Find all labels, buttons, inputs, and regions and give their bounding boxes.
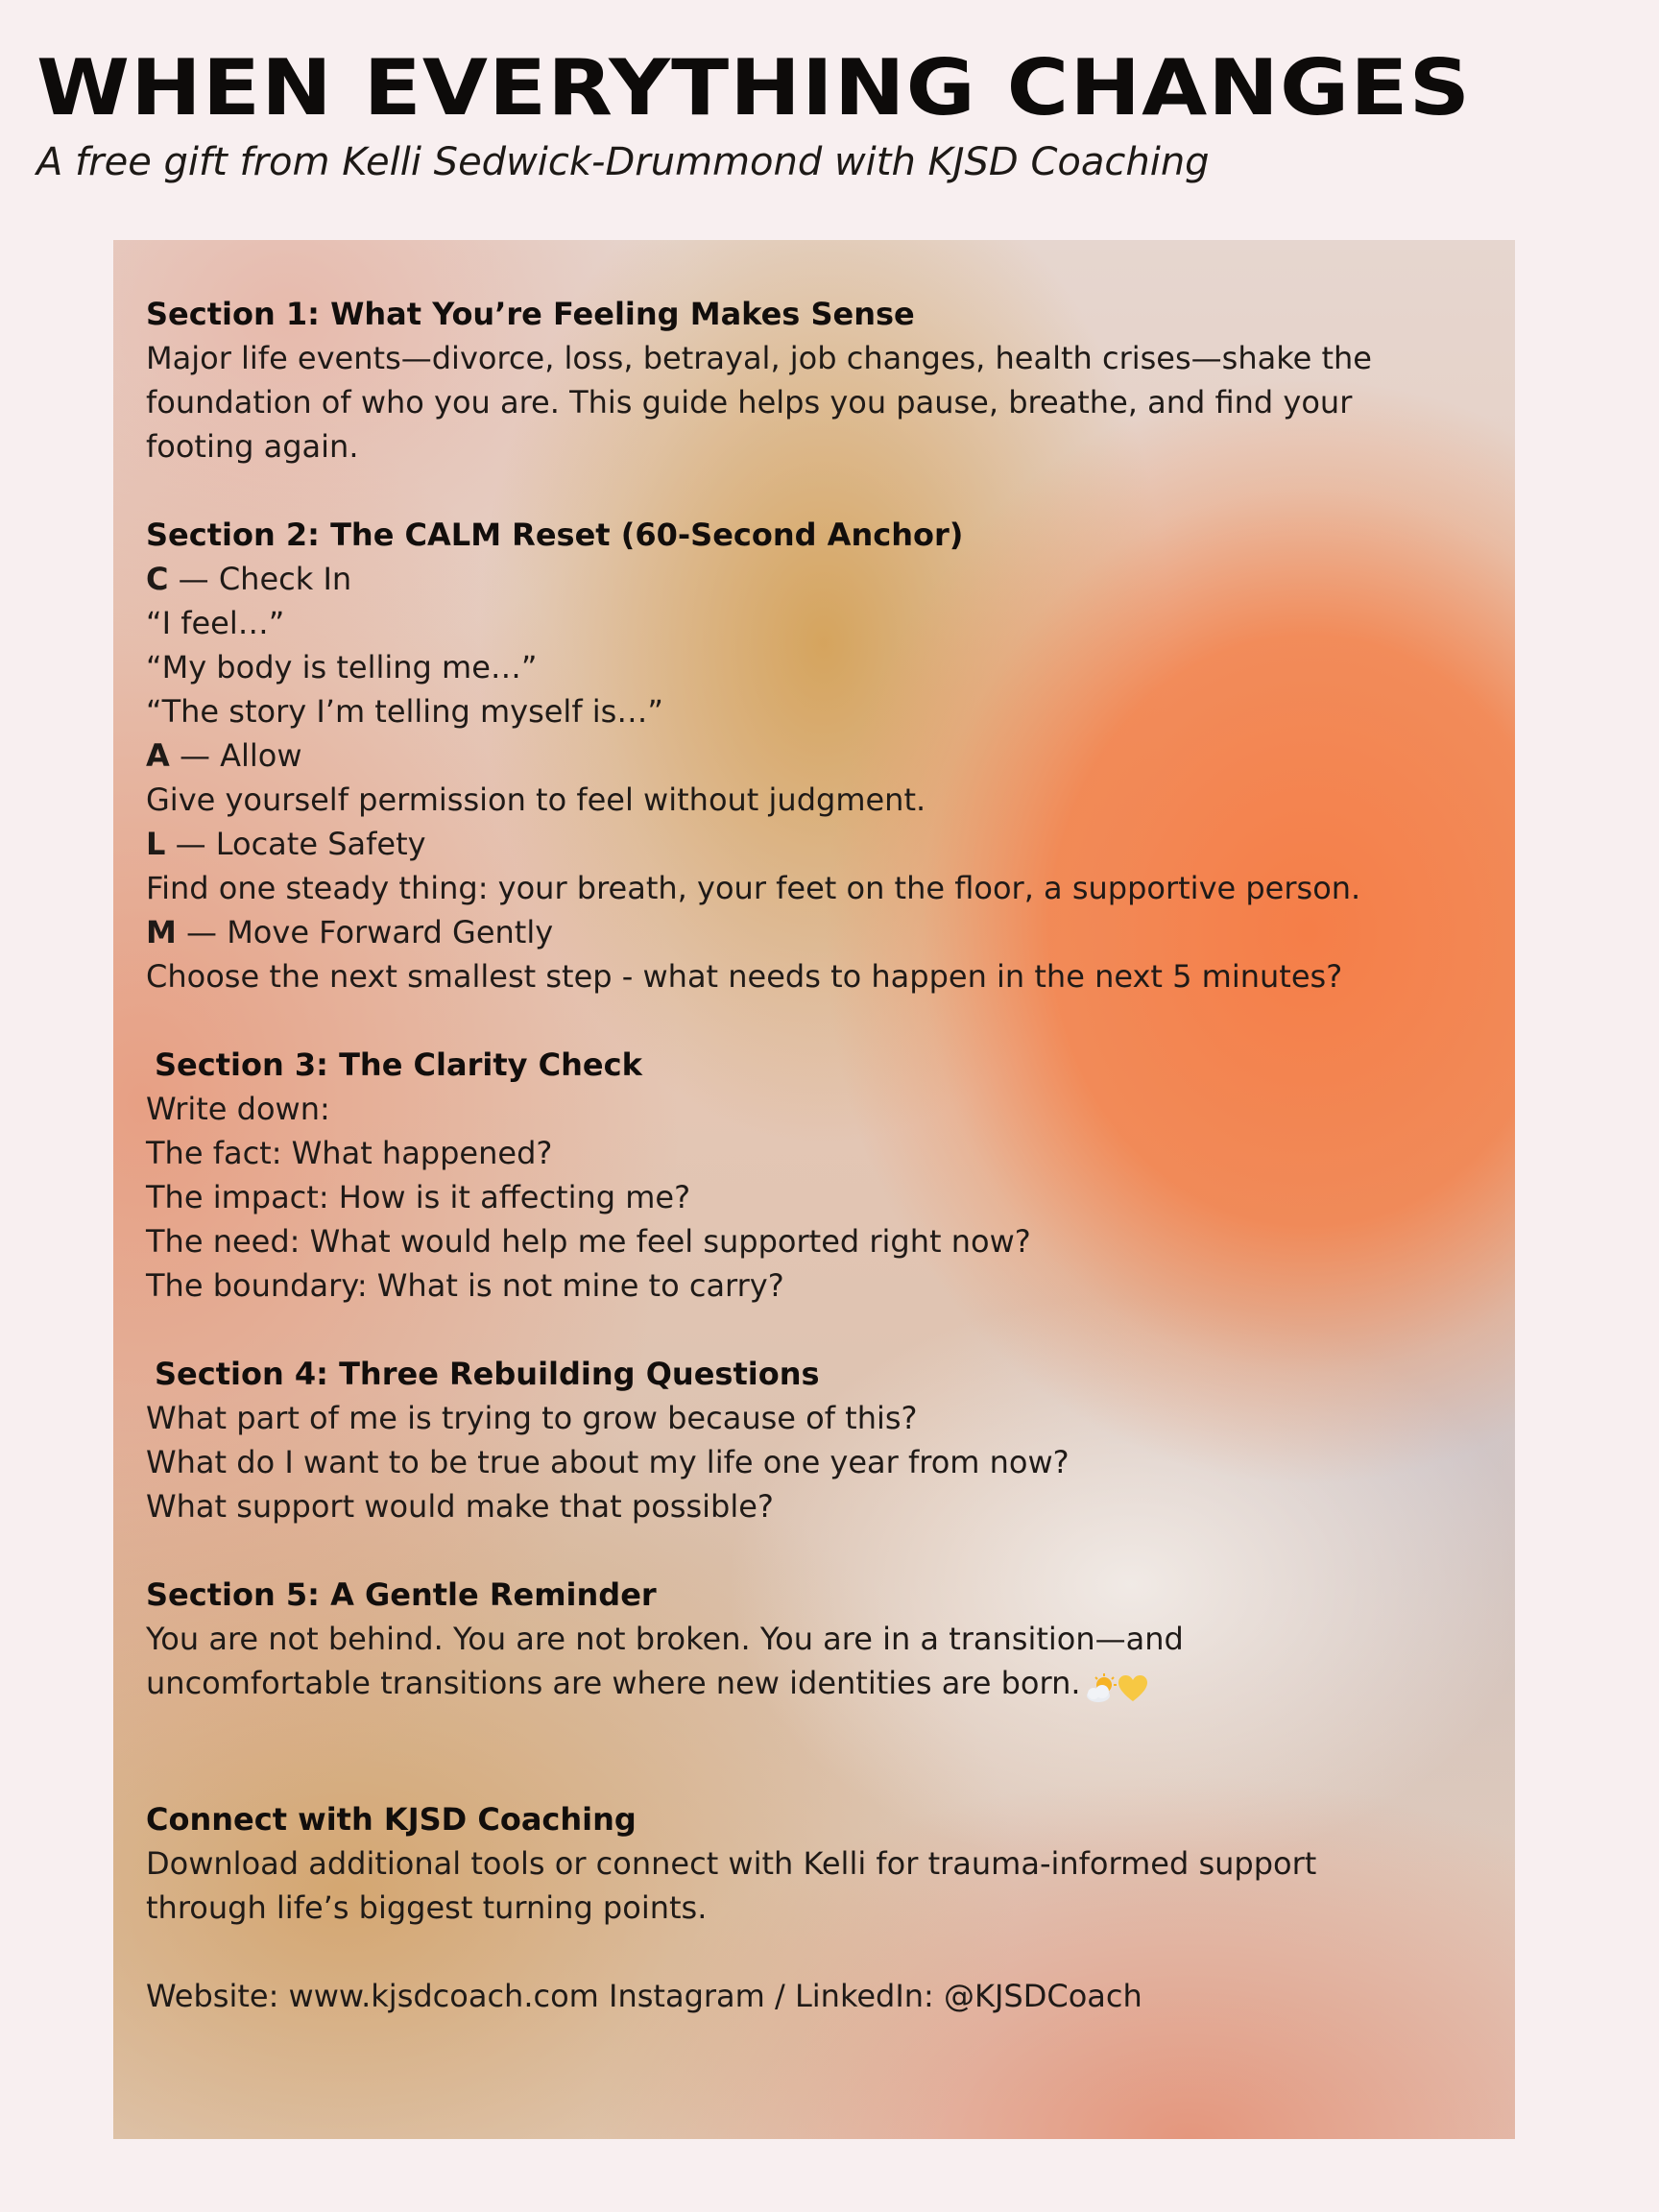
calm-letter-a: A xyxy=(146,737,170,774)
section-5-heading: Section 5: A Gentle Reminder xyxy=(146,1576,657,1613)
calm-c-row xyxy=(146,557,1490,601)
section-4-heading: Section 4: Three Rebuilding Questions xyxy=(155,1356,820,1392)
section-3-line: The impact: How is it affecting me? xyxy=(146,1179,691,1215)
reminder-emoji xyxy=(1085,1665,1148,1709)
section-4-line: What support would make that possible? xyxy=(146,1488,774,1525)
calm-a-label: — Allow xyxy=(169,737,302,774)
section-5-line-text: uncomfortable transitions are where new identities are born. xyxy=(146,1665,1081,1701)
section-3-line: Write down: xyxy=(146,1091,330,1127)
yellow-heart-icon xyxy=(1118,1674,1148,1703)
calm-l-row xyxy=(146,822,1490,866)
section-1-line: Major life events—divorce, loss, betrayal, job changes, health crises—shake the xyxy=(146,340,1372,376)
contact-line: Website: www.kjsdcoach.com Instagram / LinkedIn: @KJSDCoach xyxy=(146,1978,1142,2014)
calm-m-text: Choose the next smallest step - what needs to happen in the next 5 minutes? xyxy=(146,958,1343,995)
connect-line: through life’s biggest turning points. xyxy=(146,1889,708,1926)
calm-c-label: — Check In xyxy=(168,561,352,597)
page-subtitle: A free gift from Kelli Sedwick-Drummond with KJSD Coaching xyxy=(36,140,1210,184)
section-4-line: What do I want to be true about my life one year from now? xyxy=(146,1444,1070,1480)
calm-a-row xyxy=(146,733,1490,778)
connect-heading: Connect with KJSD Coaching xyxy=(146,1801,637,1838)
page-title: WHEN EVERYTHING CHANGES xyxy=(36,43,1472,132)
calm-c-prompt: “The story I’m telling myself is…” xyxy=(146,693,663,730)
calm-l-text: Find one steady thing: your breath, your feet on the floor, a supportive person. xyxy=(146,870,1361,906)
sun-behind-cloud-icon xyxy=(1085,1673,1118,1704)
section-1-line: foundation of who you are. This guide helps you pause, breathe, and find your xyxy=(146,384,1353,421)
section-2-heading: Section 2: The CALM Reset (60-Second Anchor) xyxy=(146,517,964,553)
section-3-line: The fact: What happened? xyxy=(146,1135,553,1171)
calm-letter-c: C xyxy=(146,561,169,597)
calm-letter-m: M xyxy=(146,914,177,950)
section-5-line xyxy=(146,1661,1490,1709)
calm-a-text: Give yourself permission to feel without judgment. xyxy=(146,781,926,818)
section-3-line: The boundary: What is not mine to carry? xyxy=(146,1267,784,1304)
section-3-heading: Section 3: The Clarity Check xyxy=(155,1046,642,1083)
calm-letter-l: L xyxy=(146,826,166,862)
section-1-line: footing again. xyxy=(146,428,359,465)
section-4-line: What part of me is trying to grow because of this? xyxy=(146,1400,918,1436)
guide-content xyxy=(146,292,1490,2018)
calm-c-prompt: “I feel…” xyxy=(146,605,285,641)
calm-c-prompt: “My body is telling me…” xyxy=(146,649,538,685)
section-1-heading: Section 1: What You’re Feeling Makes Sense xyxy=(146,296,915,332)
section-5-line: You are not behind. You are not broken. You are in a transition—and xyxy=(146,1621,1184,1657)
calm-m-label: — Move Forward Gently xyxy=(176,914,554,950)
section-3-line: The need: What would help me feel supported right now? xyxy=(146,1223,1031,1260)
guide-card xyxy=(113,240,1515,2139)
calm-l-label: — Locate Safety xyxy=(165,826,426,862)
connect-line: Download additional tools or connect with Kelli for trauma-informed support xyxy=(146,1845,1317,1882)
calm-m-row xyxy=(146,910,1490,954)
